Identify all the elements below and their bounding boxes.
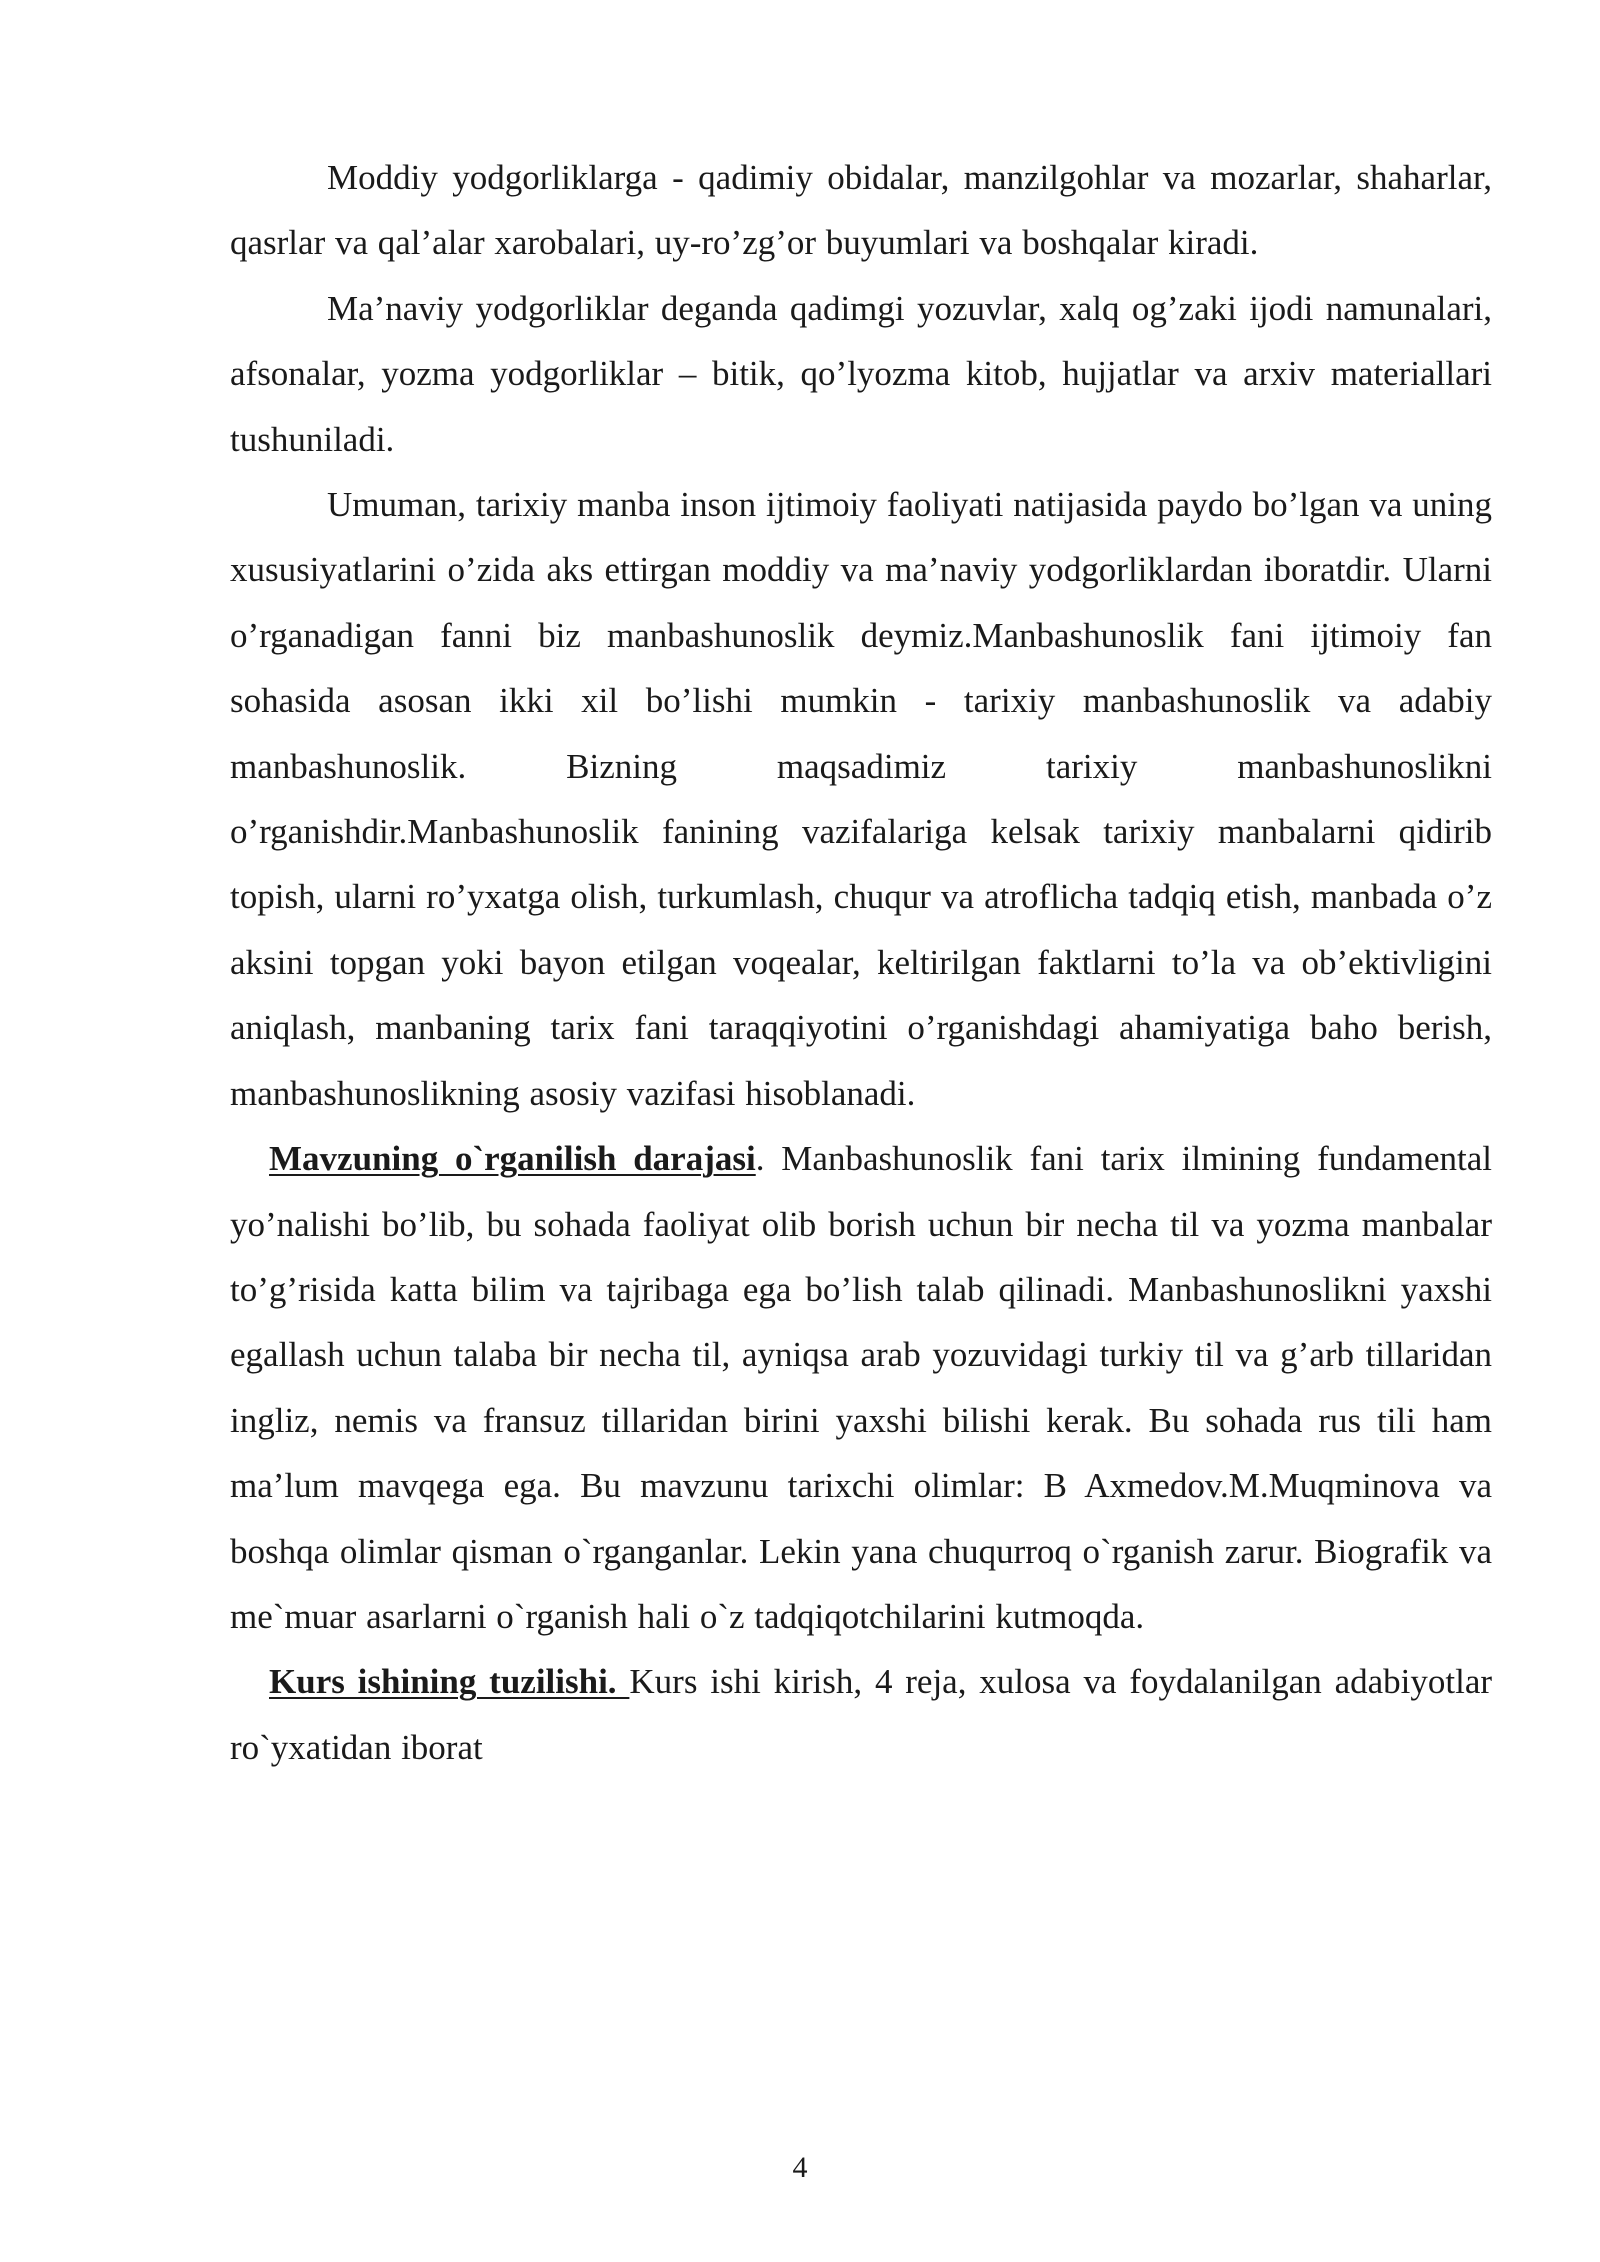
paragraph-text: . Manbashunoslik fani tarix ilmining fundamental yo’nalishi bo’lib, bu sohada faoliyat olib borish uchun bir necha til va yozma manbalar to’g’risida katta bilim va tajribaga ega bo’lish talab qilinadi. Manbashunoslikni yaxshi egallash uchun talaba bir necha til, ayniqsa arab yozuvidagi turkiy til va g’arb tillaridan ingliz, nemis va fransuz tillaridan birini yaxshi bilishi kerak. Bu sohada rus tili ham ma’lum mavqega ega. Bu mavzunu tarixchi olimlar: B Axmedov.M.Muqminova va boshqa olimlar qisman o`rganganlar. Lekin yana chuqurroq o`rganish zarur. Biografik va me`muar asarlarni o`rganish hali o`z tadqiqotchilarini kutmoqda.	[230, 1139, 1493, 1636]
paragraph-text: Umuman, tarixiy manba inson ijtimoiy faoliyati natijasida paydo bo’lgan va uning xususiyatlarini o’zida aks ettirgan moddiy va ma’naviy yodgorliklardan iboratdir. Ularni o’rganadigan fanni biz manbashunoslik deymiz.Manbashunoslik fani ijtimoiy fan sohasida asosan ikki xil bo’lishi mumkin - tarixiy manbashunoslik va adabiy manbashunoslik. Bizning maqsadimiz tarixiy manbashunoslikni o’rganishdir.Manbashunoslik fanining vazifalariga kelsak tarixiy manbalarni qidirib topish, ularni ro’yxatga olish, turkumlash, chuqur va atroflicha tadqiq etish, manbada o’z aksini topgan yoki bayon etilgan voqealar, keltirilgan faktlarni to’la va ob’ektivligini aniqlash, manbaning tarix fani taraqqiyotini o’rganishdagi ahamiyatiga baho berish, manbashunoslikning asosiy vazifasi hisoblanadi.	[230, 485, 1492, 1113]
paragraph-text: Kurs ishi kirish, 4 reja, xulosa va foydalanilgan adabiyotlar ro`yxatidan iborat	[230, 1662, 1493, 1767]
paragraph-text: Ma’naviy yodgorliklar deganda qadimgi yozuvlar, xalq og’zaki ijodi namunalari, afsonalar, yozma yodgorliklar – bitik, qo’lyozma kitob, hujjatlar va arxiv materiallari tushuniladi.	[230, 288, 1492, 459]
paragraph-course-structure	[230, 1649, 1492, 1780]
page-body	[230, 145, 1492, 1780]
paragraph-text: Moddiy yodgorliklarga - qadimiy obidalar, manzilgohlar va mozarlar, shaharlar, qasrlar va qal’alar xarobalari, uy-ro’zg’or buyumlari va boshqalar kiradi.	[230, 158, 1492, 263]
paragraph-material-monuments	[230, 145, 1492, 276]
section-heading-course-structure: Kurs ishining tuzilishi.	[269, 1662, 630, 1702]
page-number: 4	[792, 2151, 808, 2184]
section-heading-study-level: Mavzuning o`rganilish darajasi	[269, 1139, 756, 1179]
paragraph-spiritual-monuments	[230, 276, 1492, 472]
paragraph-source-studies	[230, 472, 1492, 1126]
paragraph-study-level	[230, 1126, 1492, 1649]
